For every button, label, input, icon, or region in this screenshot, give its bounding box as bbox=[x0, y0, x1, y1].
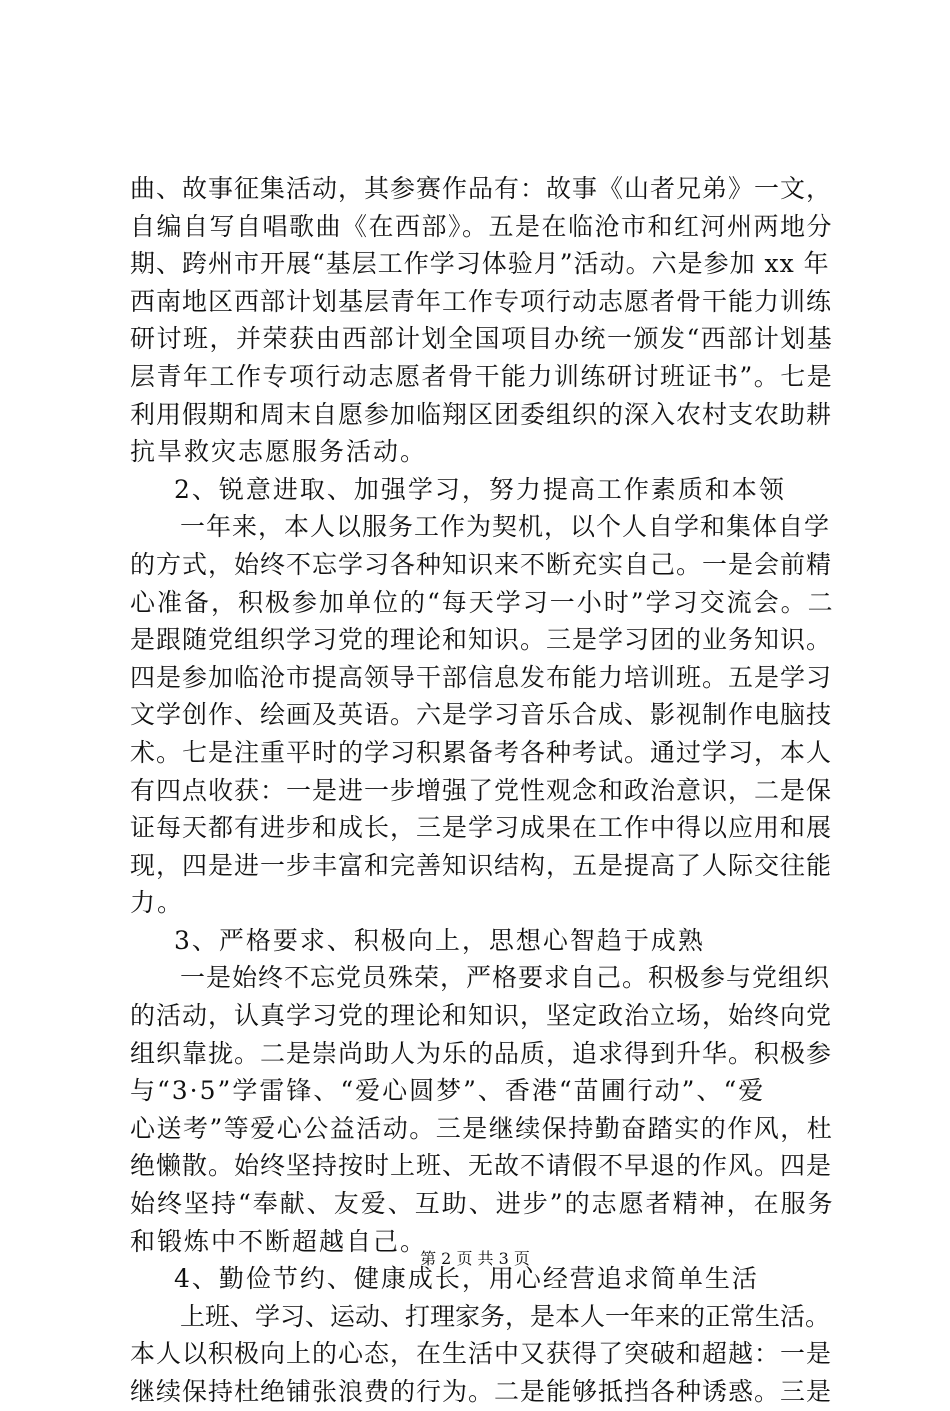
text-line: 研讨班，并荣获由西部计划全国项目办统一颁发“西部计划基 bbox=[130, 324, 834, 354]
text-line: 术。七是注重平时的学习积累备考各种考试。通过学习，本人 bbox=[130, 737, 833, 767]
text-line: 始终坚持“奉献、友爱、互助、进步”的志愿者精神，在服务 bbox=[130, 1189, 835, 1219]
text-line: 西南地区西部计划基层青年工作专项行动志愿者骨干能力训练 bbox=[130, 286, 833, 316]
text-line: 一是始终不忘党员殊荣，严格要求自己。积极参与党组织 bbox=[180, 963, 831, 993]
text-line: 心准备，积极参加单位的“每天学习一小时”学习交流会。二 bbox=[130, 587, 835, 617]
text-line: 本人以积极向上的心态，在生活中又获得了突破和超越：一是 bbox=[130, 1339, 833, 1369]
page-footer: 第 2 页 共 3 页 bbox=[420, 1249, 530, 1268]
text-line: 层青年工作专项行动志愿者骨干能力训练研讨班证书”。七是 bbox=[130, 361, 834, 391]
text-line: 有四点收获：一是进一步增强了党性观念和政治意识，二是保 bbox=[130, 775, 833, 805]
text-line: 证每天都有进步和成长，三是学习成果在工作中得以应用和展 bbox=[130, 813, 833, 843]
text-line: 期、跨州市开展“基层工作学习体验月”活动。六是参加 xx 年 bbox=[130, 249, 830, 279]
text-line: 3、严格要求、积极向上，思想心智趋于成熟 bbox=[174, 925, 705, 955]
document-body bbox=[130, 170, 842, 1411]
text-line: 与“3·5”学雷锋、“爱心圆梦”、香港“苗圃行动”、“爱 bbox=[130, 1076, 766, 1106]
text-line: 继续保持杜绝铺张浪费的行为。二是能够抵挡各种诱惑。三是 bbox=[130, 1377, 833, 1406]
text-line: 利用假期和周末自愿参加临翔区团委组织的深入农村支农助耕 bbox=[130, 399, 833, 429]
text-line: 力。 bbox=[130, 888, 185, 918]
text-line: 四是参加临沧市提高领导干部信息发布能力培训班。五是学习 bbox=[130, 662, 833, 692]
text-line: 2、锐意进取、加强学习，努力提高工作素质和本领 bbox=[174, 474, 786, 504]
text-line: 4、勤俭节约、健康成长，用心经营追求简单生活 bbox=[174, 1264, 759, 1294]
text-line: 自编自写自唱歌曲《在西部》。五是在临沧市和红河州两地分 bbox=[130, 211, 834, 241]
text-line: 是跟随党组织学习党的理论和知识。三是学习团的业务知识。 bbox=[130, 625, 833, 655]
text-line: 一年来，本人以服务工作为契机，以个人自学和集体自学 bbox=[180, 512, 831, 542]
text-line: 心送考”等爱心公益活动。三是继续保持勤奋踏实的作风，杜 bbox=[130, 1113, 834, 1143]
text-line: 抗旱救灾志愿服务活动。 bbox=[130, 437, 428, 467]
text-line: 的活动，认真学习党的理论和知识，坚定政治立场，始终向党 bbox=[130, 1001, 833, 1031]
text-line: 组织靠拢。二是崇尚助人为乐的品质，追求得到升华。积极参 bbox=[130, 1038, 833, 1068]
text-line: 曲、故事征集活动，其参赛作品有：故事《山者兄弟》一文， bbox=[130, 174, 833, 203]
text-line: 和锻炼中不断超越自己。 bbox=[130, 1226, 428, 1256]
text-line: 上班、学习、运动、打理家务，是本人一年来的正常生活。 bbox=[180, 1301, 831, 1331]
text-line: 现，四是进一步丰富和完善知识结构，五是提高了人际交往能 bbox=[130, 850, 833, 880]
text-line: 的方式，始终不忘学习各种知识来不断充实自己。一是会前精 bbox=[130, 549, 833, 579]
text-line: 绝懒散。始终坚持按时上班、无故不请假不早退的作风。四是 bbox=[130, 1151, 833, 1181]
text-line: 文学创作、绘画及英语。六是学习音乐合成、影视制作电脑技 bbox=[130, 700, 833, 730]
